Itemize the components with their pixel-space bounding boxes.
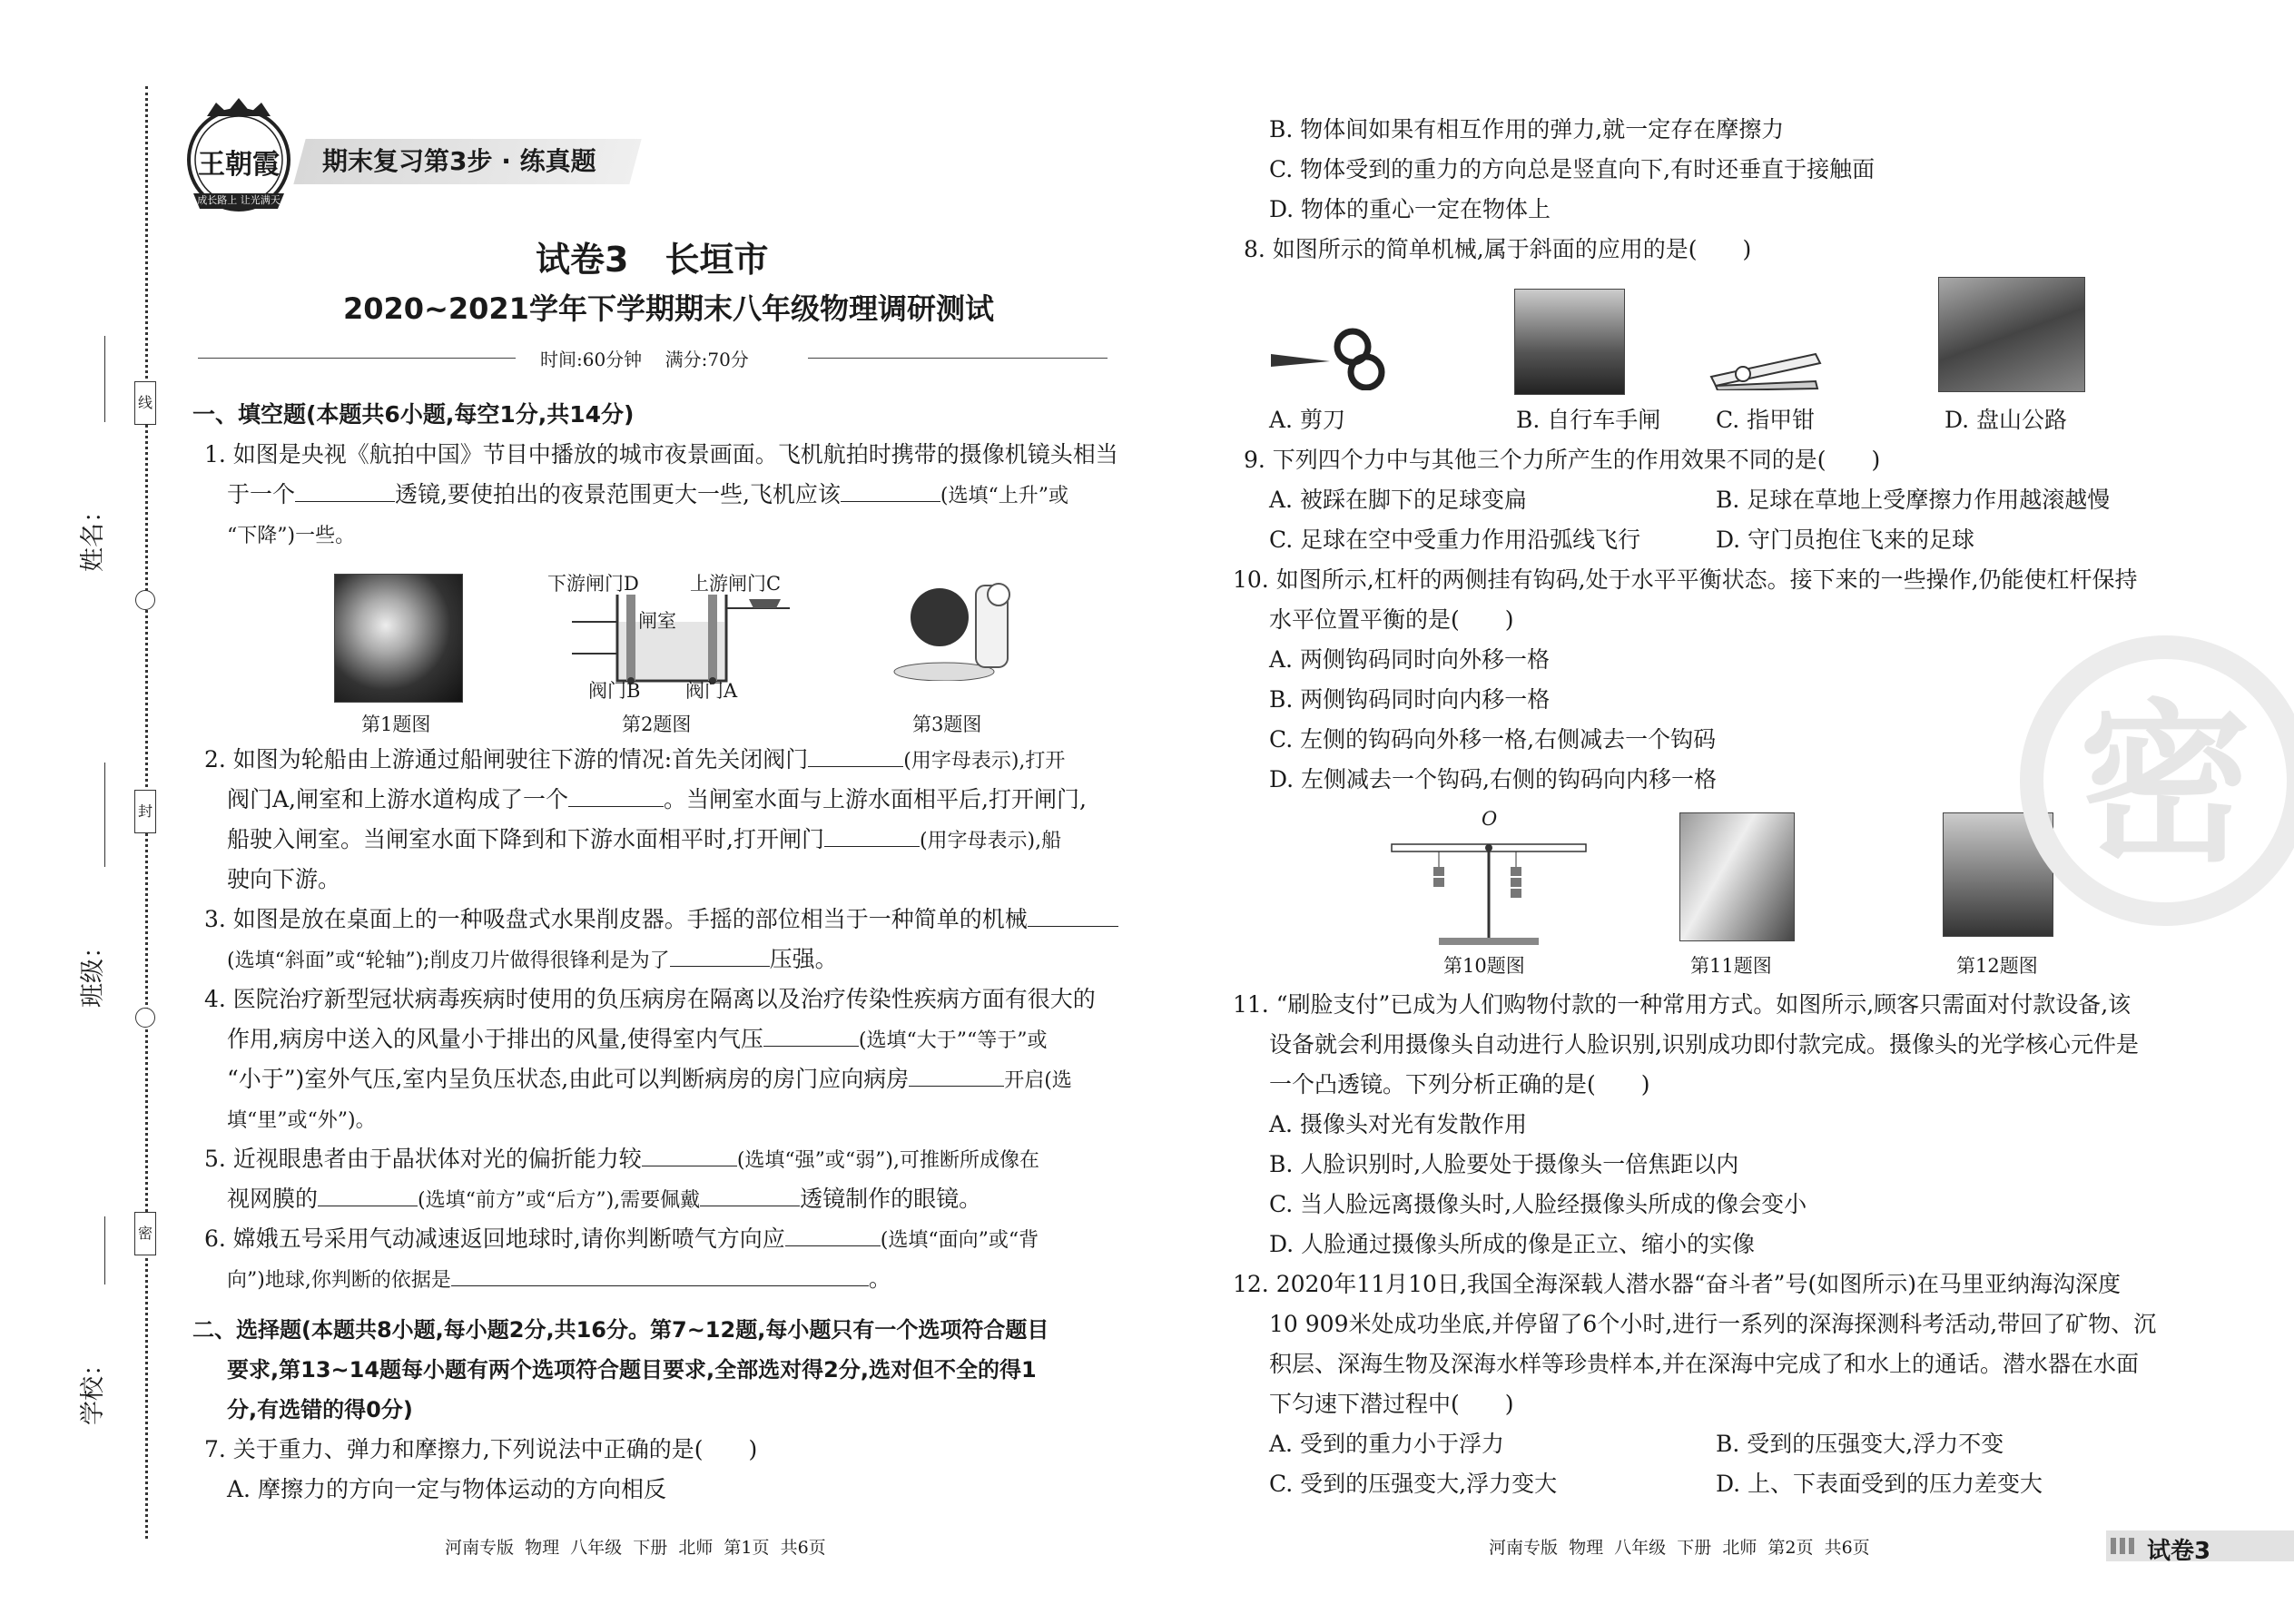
lever-diagram [1384,822,1593,949]
q9-option-b[interactable]: B. 足球在草地上受摩擦力作用越滚越慢 [1716,487,2111,513]
q3-line2: (选填“斜面”或“轮轴”);削皮刀片做得很锋利是为了 压强。 [227,946,838,972]
q12-line3: 积层、深海生物及深海水样等珍贵样本,并在深海中完成了和水上的通话。潜水器在水面 [1269,1351,2139,1377]
paper-city: 长垣市 [665,240,769,280]
q2-blank-1[interactable] [808,746,903,767]
q4-blank-2[interactable] [909,1066,1004,1087]
q11-line2: 设备就会利用摄像头自动进行人脸识别,识别成功即付款完成。摄像头的光学核心元件是 [1269,1031,2139,1058]
footer-left: 河南专版 物理 八年级 下册 北师 第1页 共6页 [445,1538,826,1558]
q5-line1: 5. 近视眼患者由于晶状体对光的偏折能力较 (选填“强”或“弱”),可推断所成像在 [204,1146,1039,1172]
rule-left [198,358,516,359]
q9-stem: 9. 下列四个力中与其他三个力所产生的作用效果不同的是( ) [1244,447,1881,473]
paper-subtitle: 2020~2021学年下学期期末八年级物理调研测试 [343,291,994,326]
q7-option-c[interactable]: C. 物体受到的重力的方向总是竖直向下,有时还垂直于接触面 [1269,156,1876,182]
q9-option-c[interactable]: C. 足球在空中受重力作用沿弧线飞行 [1269,527,1641,553]
section2-heading-l3: 分,有选错的得0分) [227,1397,413,1422]
q2-blank-2[interactable] [568,786,664,807]
q12-line4: 下匀速下潜过程中( ) [1269,1391,1514,1417]
q5-blank-3[interactable] [700,1186,800,1206]
section1-heading: 一、填空题(本题共6小题,每空1分,共14分) [192,401,635,428]
q4-line4: 填“里”或“外”)。 [227,1109,376,1132]
nail-clipper-image [1707,336,1825,390]
lock-label-a: 阀门A [685,680,738,702]
city-night-photo [334,574,463,703]
lock-label-b: 阀门B [588,680,641,702]
fig3-caption: 第3题图 [912,714,982,735]
fruit-peeler-image [890,567,1026,681]
footer-tab-squares-icon [2111,1538,2136,1554]
lock-label-room: 闸室 [638,610,676,632]
q5-blank-2[interactable] [318,1186,418,1206]
q6-line1: 6. 嫦娥五号采用气动减速返回地球时,请你判断喷气方向应 (选填“面向”或“背 [204,1225,1039,1252]
name-field[interactable] [73,427,118,572]
q2-line3: 船驶入闸室。当闸室水面下降到和下游水面相平时,打开闸门 (用字母表示),船 [227,826,1062,852]
class-line [104,763,105,867]
logo-text: 王朝霞 [198,149,280,181]
q2-line4: 驶向下游。 [227,866,341,892]
footer-tab-label: 试卷3 [2147,1538,2211,1565]
binding-dot-icon [135,590,155,610]
q8-option-b[interactable]: B. 自行车手闸 [1516,407,1661,433]
section2-heading-l2: 要求,第13~14题每小题有两个选项符合题目要求,全部选对得2分,选对但不全的得1 [227,1357,1037,1383]
fig2-caption: 第2题图 [622,714,692,735]
fig1-caption: 第1题图 [361,714,431,735]
school-label: 学校： [79,1352,107,1425]
q4-blank-1[interactable] [763,1026,859,1047]
q12-line1: 12. 2020年11月10日,我国全海深载人潜水器“奋斗者”号(如图所示)在马里亚纳海沟深度 [1233,1271,2121,1297]
name-line [104,336,105,422]
q10-option-a[interactable]: A. 两侧钩码同时向外移一格 [1269,646,1550,673]
q4-line2: 作用,病房中送入的风量小于排出的风量,使得室内气压 (选填“大于”“等于”或 [227,1026,1048,1052]
fig10-caption: 第10题图 [1443,955,1525,977]
q2-line2: 阀门A,闸室和上游水道构成了一个 。当闸室水面与上游水面相平后,打开闸门, [227,786,1087,812]
fold-mark-mi: 密 [134,1212,156,1255]
q7-option-d[interactable]: D. 物体的重心一定在物体上 [1269,196,1551,222]
binding-dot-icon [135,1008,155,1028]
class-label: 班级： [79,934,107,1008]
q4-line1: 4. 医院治疗新型冠状病毒疾病时使用的负压病房在隔离以及治疗传染性疾病方面有很大的 [204,986,1096,1012]
q3-blank-1[interactable] [1028,906,1118,927]
section2-heading-l1: 二、选择题(本题共8小题,每小题2分,共16分。第7~12题,每小题只有一个选项符合题目 [192,1317,1049,1343]
paper-number: 试卷3 [536,240,629,280]
q8-option-a[interactable]: A. 剪刀 [1269,407,1345,433]
q2-line1: 2. 如图为轮船由上游通过船闸驶往下游的情况:首先关闭阀门 (用字母表示),打开 [204,746,1066,773]
q3-line1: 3. 如图是放在桌面上的一种吸盘式水果削皮器。手摇的部位相当于一种简单的机械 [204,906,1118,933]
q10-option-c[interactable]: C. 左侧的钩码向外移一格,右侧减去一个钩码 [1269,726,1717,753]
q1-blank-1[interactable] [295,481,395,502]
q5-blank-1[interactable] [642,1146,737,1166]
q10-stem-l1: 10. 如图所示,杠杆的两侧挂有钩码,处于水平平衡状态。接下来的一些操作,仍能使杠杆保持 [1233,566,2138,593]
q12-option-a[interactable]: A. 受到的重力小于浮力 [1269,1431,1504,1457]
q9-option-d[interactable]: D. 守门员抱住飞来的足球 [1716,527,1975,553]
class-field[interactable] [73,871,118,1008]
q11-option-c[interactable]: C. 当人脸远离摄像头时,人脸经摄像头所成的像会变小 [1269,1191,1807,1217]
q10-option-b[interactable]: B. 两侧钩码同时向内移一格 [1269,686,1551,713]
q7-option-a[interactable]: A. 摩擦力的方向一定与物体运动的方向相反 [227,1476,666,1502]
school-line [104,1216,105,1284]
school-field[interactable] [73,1289,118,1425]
q8-option-c[interactable]: C. 指甲钳 [1716,407,1816,433]
lever-pivot-label: O [1482,808,1498,830]
fold-mark-feng: 封 [134,790,156,833]
fig11-caption: 第11题图 [1690,955,1772,977]
q8-option-d[interactable]: D. 盘山公路 [1944,407,2068,433]
q9-option-a[interactable]: A. 被踩在脚下的足球变扁 [1269,487,1527,513]
q1-blank-2[interactable] [841,481,940,502]
q1-line2: 于一个 透镜,要使拍出的夜景范围更大一些,飞机应该 (选填“上升”或 [227,481,1068,507]
q6-line2: 向”)地球,你判断的依据是 。 [227,1265,891,1292]
q2-blank-3[interactable] [824,826,920,847]
banner-text: 期末复习第3步 · 练真题 [322,146,596,176]
q8-stem: 8. 如图所示的简单机械,属于斜面的应用的是( ) [1244,236,1752,262]
lock-label-d: 下游闸门D [547,573,639,595]
face-pay-photo [1679,812,1795,941]
rule-right [808,358,1108,359]
q12-option-c[interactable]: C. 受到的压强变大,浮力变大 [1269,1471,1558,1497]
q7-stem: 7. 关于重力、弹力和摩擦力,下列说法中正确的是( ) [204,1436,758,1462]
q11-option-a[interactable]: A. 摄像头对光有发散作用 [1269,1111,1527,1137]
q11-line1: 11. “刷脸支付”已成为人们购物付款的一种常用方式。如图所示,顾客只需面对付款设备,该 [1233,991,2132,1018]
q10-stem-l2: 水平位置平衡的是( ) [1269,606,1514,633]
name-label: 姓名： [79,498,107,572]
fig12-caption: 第12题图 [1956,955,2038,977]
mountain-road-photo [1938,277,2085,392]
logo-slogan: 成长路上 让光满天 [197,194,281,206]
lock-label-c: 上游闸门C [690,573,782,595]
q4-line3: “小于”)室外气压,室内呈负压状态,由此可以判断病房的房门应向病房 开启(选 [227,1066,1072,1092]
brand-logo [180,98,298,216]
q6-blank-1[interactable] [785,1225,881,1246]
q11-line3: 一个凸透镜。下列分析正确的是( ) [1269,1071,1650,1097]
q12-option-d[interactable]: D. 上、下表面受到的压力差变大 [1716,1471,2043,1497]
watermark-char: 密 [2079,684,2252,885]
q10-option-d[interactable]: D. 左侧减去一个钩码,右侧的钩码向内移一格 [1269,766,1717,792]
q12-option-b[interactable]: B. 受到的压强变大,浮力不变 [1716,1431,2004,1457]
footer-right: 河南专版 物理 八年级 下册 北师 第2页 共6页 [1489,1538,1870,1558]
q7-option-b[interactable]: B. 物体间如果有相互作用的弹力,就一定存在摩擦力 [1269,116,1785,143]
scissors-image [1266,327,1393,390]
q3-blank-2[interactable] [670,946,770,967]
q11-option-b[interactable]: B. 人脸识别时,人脸要处于摄像头一倍焦距以内 [1269,1151,1739,1177]
fold-mark-xian: 线 [134,381,156,425]
paper-title [536,231,768,281]
q5-line2: 视网膜的 (选填“前方”或“后方”),需要佩戴 透镜制作的眼镜。 [227,1186,982,1212]
q1-line1: 1. 如图是央视《航拍中国》节目中播放的城市夜景画面。飞机航拍时携带的摄像机镜头相当 [204,441,1118,468]
q12-line2: 10 909米处成功坐底,并停留了6个小时,进行一系列的深海探测科考活动,带回了矿物、沉 [1269,1311,2157,1337]
q11-option-d[interactable]: D. 人脸通过摄像头所成的像是正立、缩小的实像 [1269,1231,1756,1257]
bike-brake-photo [1514,289,1625,395]
q1-line3: “下降”)一些。 [227,525,356,547]
q6-blank-2[interactable] [451,1265,869,1286]
time-score: 时间:60分钟 满分:70分 [540,349,749,370]
